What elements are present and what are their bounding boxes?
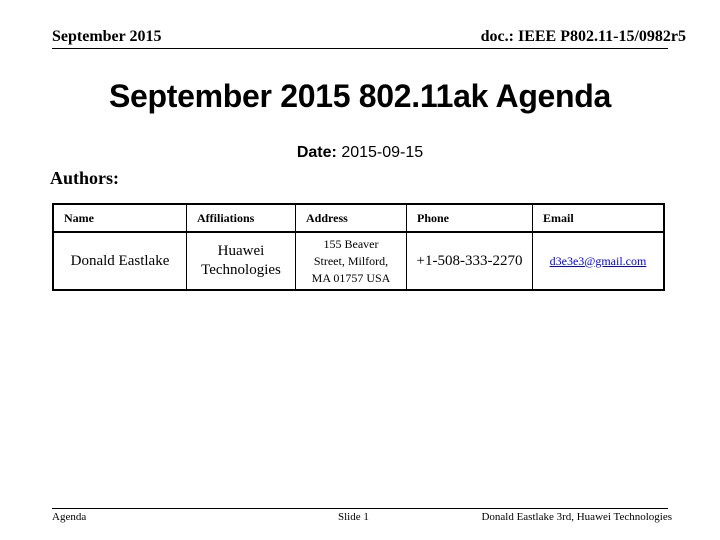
column-header-address: Address	[296, 204, 407, 232]
author-email-link[interactable]: d3e3e3@gmail.com	[549, 253, 647, 268]
author-affiliation	[187, 232, 296, 290]
slide-title: September 2015 802.11ak Agenda	[108, 78, 612, 114]
table-header-row	[53, 204, 664, 232]
address-line: Street, Milford,	[313, 253, 389, 268]
column-header-affiliations: Affiliations	[187, 204, 296, 232]
footer-divider	[52, 508, 668, 509]
footer-left: Agenda	[52, 511, 87, 523]
header-doc-id: doc.: IEEE P802.11-15/0982r5	[480, 28, 686, 45]
affiliation-line: Huawei	[217, 243, 265, 259]
header-date: September 2015	[52, 28, 162, 45]
address-line: 155 Beaver	[323, 236, 379, 251]
header-divider	[52, 48, 668, 49]
footer-right: Donald Eastlake 3rd, Huawei Technologies	[481, 511, 672, 523]
column-header-name: Name	[53, 204, 187, 232]
affiliation-line: Technologies	[201, 262, 281, 278]
author-name: Donald Eastlake	[53, 232, 187, 290]
slide-number: Slide 1	[338, 511, 369, 523]
authors-heading: Authors:	[50, 168, 120, 188]
authors-table	[52, 203, 665, 291]
date-value: 2015-09-15	[341, 144, 424, 161]
author-address	[296, 232, 407, 290]
date-line	[0, 144, 720, 162]
author-phone: +1-508-333-2270	[407, 232, 533, 290]
date-label: Date:	[296, 144, 337, 161]
table-row	[53, 232, 664, 290]
column-header-email: Email	[533, 204, 665, 232]
author-email-cell	[533, 232, 665, 290]
column-header-phone: Phone	[407, 204, 533, 232]
address-line: MA 01757 USA	[311, 270, 391, 285]
